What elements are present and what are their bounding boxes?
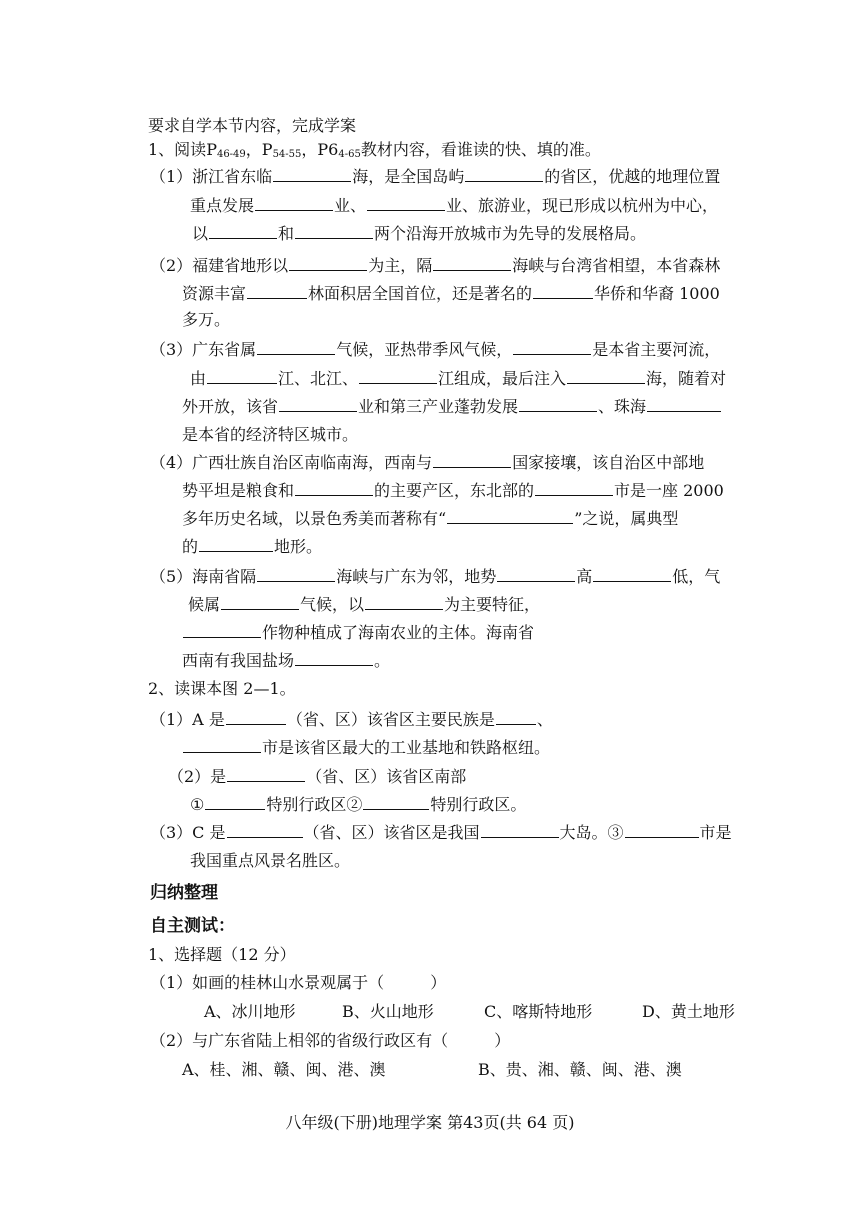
text: 低，气: [672, 567, 721, 586]
page-ref-sub: 46-49: [216, 149, 246, 160]
answer-blank[interactable]: [481, 823, 559, 838]
text: 以: [192, 224, 209, 243]
text: 华侨和华裔 1000: [594, 284, 720, 303]
answer-blank[interactable]: [496, 710, 536, 725]
text: （4）广西壮族自治区南临南海，西南与: [150, 453, 433, 472]
fujian-line-2: [182, 284, 720, 304]
text: 为主，隔: [368, 256, 433, 275]
answer-blank[interactable]: [227, 767, 305, 782]
guangdong-line-1: [150, 340, 720, 360]
paren-close: ）: [494, 1031, 511, 1050]
answer-blank[interactable]: [279, 397, 357, 412]
text: 气候，亚热带季风气候，: [336, 340, 513, 359]
text: 作物种植成了海南农业的主体。海南省: [262, 623, 535, 642]
test-heading: 自主测试：: [150, 916, 235, 936]
answer-blank[interactable]: [295, 651, 373, 666]
fujian-line-1: [150, 256, 720, 276]
option-c[interactable]: C、喀斯特地形: [484, 1002, 593, 1021]
text: 资源丰富: [182, 284, 247, 303]
answer-blank[interactable]: [255, 196, 333, 211]
mc-q2-options: [182, 1060, 682, 1080]
answer-blank[interactable]: [247, 284, 307, 299]
text: 是本省的经济特区城市。: [182, 425, 359, 444]
hainan-line-1: [150, 567, 720, 587]
text: 业、: [334, 196, 367, 215]
text: 两个沿海开放城市为先导的发展格局。: [374, 224, 647, 243]
text: 业和第三产业蓬勃发展: [358, 397, 519, 416]
answer-blank[interactable]: [647, 397, 721, 412]
text: 我国重点风景名胜区。: [190, 851, 351, 870]
text: （1）浙江省东临: [150, 167, 273, 186]
text: 多年历史名域，以景色秀美而著称有“: [182, 509, 447, 528]
text: ”之说，属典型: [574, 509, 679, 528]
answer-blank[interactable]: [625, 823, 699, 838]
text: 林面积居全国首位，还是著名的: [308, 284, 533, 303]
answer-blank[interactable]: [593, 567, 671, 582]
text: 高: [576, 567, 593, 586]
zhejiang-line-3: [192, 224, 646, 244]
hainan-line-3: [182, 623, 534, 643]
answer-blank[interactable]: [533, 284, 593, 299]
text: 由: [190, 369, 207, 388]
guangxi-line-3: [182, 509, 678, 529]
text: 市是一座 2000: [614, 481, 724, 500]
answer-blank[interactable]: [295, 481, 373, 496]
zhejiang-line-2: [190, 196, 718, 216]
answer-blank[interactable]: [367, 196, 445, 211]
answer-blank[interactable]: [226, 710, 286, 725]
text: 气候，以: [300, 595, 365, 614]
answer-blank[interactable]: [227, 823, 303, 838]
option-d[interactable]: D、黄土地形: [642, 1002, 735, 1021]
answer-blank[interactable]: [257, 340, 335, 355]
answer-blank[interactable]: [183, 738, 261, 753]
fujian-line-3: [182, 310, 230, 330]
option-a[interactable]: A、冰川地形: [204, 1002, 296, 1021]
option-a[interactable]: A、桂、湘、赣、闽、港、澳: [182, 1060, 386, 1079]
text: 的主要产区，东北部的: [374, 481, 535, 500]
text: （1）A 是: [150, 710, 225, 729]
text: 江、北江、: [278, 369, 359, 388]
page-ref: P: [206, 140, 217, 159]
answer-blank[interactable]: [433, 453, 511, 468]
answer-blank[interactable]: [273, 167, 351, 182]
q2-c-line-1: [150, 823, 732, 843]
mc-q1: [150, 973, 446, 993]
text: 市是: [699, 823, 732, 842]
text: （2）福建省地形以: [150, 256, 289, 275]
answer-blank[interactable]: [567, 369, 645, 384]
text: 海，随着对: [646, 369, 727, 388]
text: 多万。: [182, 310, 231, 329]
text: 为主要特征，: [444, 595, 541, 614]
text: 候属: [188, 595, 221, 614]
answer-blank[interactable]: [433, 256, 511, 271]
q1-heading: [148, 140, 601, 165]
guangxi-line-1: [150, 453, 704, 473]
text: 、: [536, 710, 553, 729]
text: 势平坦是粮食和: [182, 481, 295, 500]
text: 大岛。③: [559, 823, 624, 842]
q1-tail: 教材内容，看谁读的快、填的准。: [360, 140, 601, 159]
zhejiang-line-1: [150, 167, 720, 187]
answer-blank[interactable]: [465, 167, 543, 182]
guangdong-line-2: [190, 369, 726, 389]
mc-q2: [150, 1031, 510, 1051]
text: 江组成，最后注入: [438, 369, 567, 388]
question-text: （1）如画的桂林山水景观属于（: [150, 973, 385, 992]
answer-blank[interactable]: [513, 340, 591, 355]
text: 特别行政区。: [430, 795, 527, 814]
q2-a-line-1: [150, 710, 553, 730]
page-ref-sub: 4-65: [338, 149, 361, 160]
q2-b-line-2: [190, 795, 526, 815]
text: 特别行政区②: [266, 795, 363, 814]
answer-blank[interactable]: [221, 595, 299, 610]
page-footer: 八年级(下册)地理学案 第43页(共 64 页): [285, 1113, 575, 1132]
answer-blank[interactable]: [295, 224, 373, 239]
text: （3）C 是: [150, 823, 226, 842]
page-ref: ，P6: [301, 140, 339, 159]
guangdong-line-3: [182, 397, 722, 417]
answer-blank[interactable]: [365, 595, 443, 610]
text: （省、区）该省区主要民族是: [286, 710, 495, 729]
paren-close: ）: [430, 973, 447, 992]
guangxi-line-4: [182, 537, 322, 557]
answer-blank[interactable]: [205, 795, 265, 810]
text: 地形。: [274, 537, 323, 556]
text: （3）广东省属: [150, 340, 257, 359]
text: 和: [278, 224, 295, 243]
mc-title: 1、选择题（12 分）: [148, 945, 296, 964]
text: 国家接壤，该自治区中部地: [512, 453, 705, 472]
text: ①: [190, 795, 205, 814]
option-b[interactable]: B、贵、湘、赣、闽、港、澳: [478, 1060, 682, 1079]
question-text: （2）与广东省陆上相邻的省级行政区有（: [150, 1031, 449, 1050]
q2-heading: [148, 679, 296, 699]
answer-blank[interactable]: [359, 369, 437, 384]
option-b[interactable]: B、火山地形: [342, 1002, 434, 1021]
text: （省、区）该省区是我国: [303, 823, 480, 842]
q2-c-line-2: [190, 851, 350, 871]
text: 业、旅游业，现已形成以杭州为中心，: [446, 196, 719, 215]
page-ref-sub: 54-55: [272, 149, 302, 160]
text: 外开放，该省: [182, 397, 279, 416]
text: 海峡与台湾省相望，本省森林: [512, 256, 721, 275]
answer-blank[interactable]: [447, 509, 573, 524]
q2-title: 2、读课本图 2—1。: [148, 679, 296, 698]
text: 海峡与广东为邻，地势: [336, 567, 497, 586]
mc-q1-options: [204, 1002, 735, 1022]
q2-a-line-2: [182, 738, 550, 758]
answer-blank[interactable]: [535, 481, 613, 496]
text: 的省区，优越的地理位置: [544, 167, 721, 186]
answer-blank[interactable]: [289, 256, 367, 271]
page-ref: ，P: [245, 140, 273, 159]
answer-blank[interactable]: [199, 537, 273, 552]
answer-blank[interactable]: [497, 567, 575, 582]
hainan-line-4: [182, 651, 390, 671]
answer-blank[interactable]: [207, 369, 277, 384]
answer-blank[interactable]: [257, 567, 335, 582]
intro-line: [148, 116, 356, 136]
answer-blank[interactable]: [183, 623, 261, 638]
text: 。: [374, 651, 391, 670]
answer-blank[interactable]: [363, 795, 429, 810]
q1-lead: 1、阅读: [148, 140, 207, 159]
hainan-line-2: [188, 595, 540, 615]
text: （5）海南省隔: [150, 567, 257, 586]
text: 西南有我国盐场: [182, 651, 295, 670]
text: 重点发展: [190, 196, 255, 215]
q2-b-line-1: [168, 767, 466, 787]
answer-blank[interactable]: [209, 224, 277, 239]
text: 海，是全国岛屿: [352, 167, 465, 186]
guangxi-line-2: [182, 481, 724, 501]
text: 的: [182, 537, 199, 556]
guangdong-line-4: [182, 425, 358, 445]
text: （省、区）该省区南部: [306, 767, 467, 786]
intro-text: 要求自学本节内容，完成学案: [148, 116, 357, 135]
text: 市是该省区最大的工业基地和铁路枢纽。: [262, 738, 551, 757]
answer-blank[interactable]: [519, 397, 597, 412]
mc-heading: [148, 945, 296, 965]
summary-heading: 归纳整理: [150, 883, 218, 903]
text: 是本省主要河流，: [592, 340, 721, 359]
text: （2）是: [168, 767, 227, 786]
text: 、珠海: [598, 397, 647, 416]
